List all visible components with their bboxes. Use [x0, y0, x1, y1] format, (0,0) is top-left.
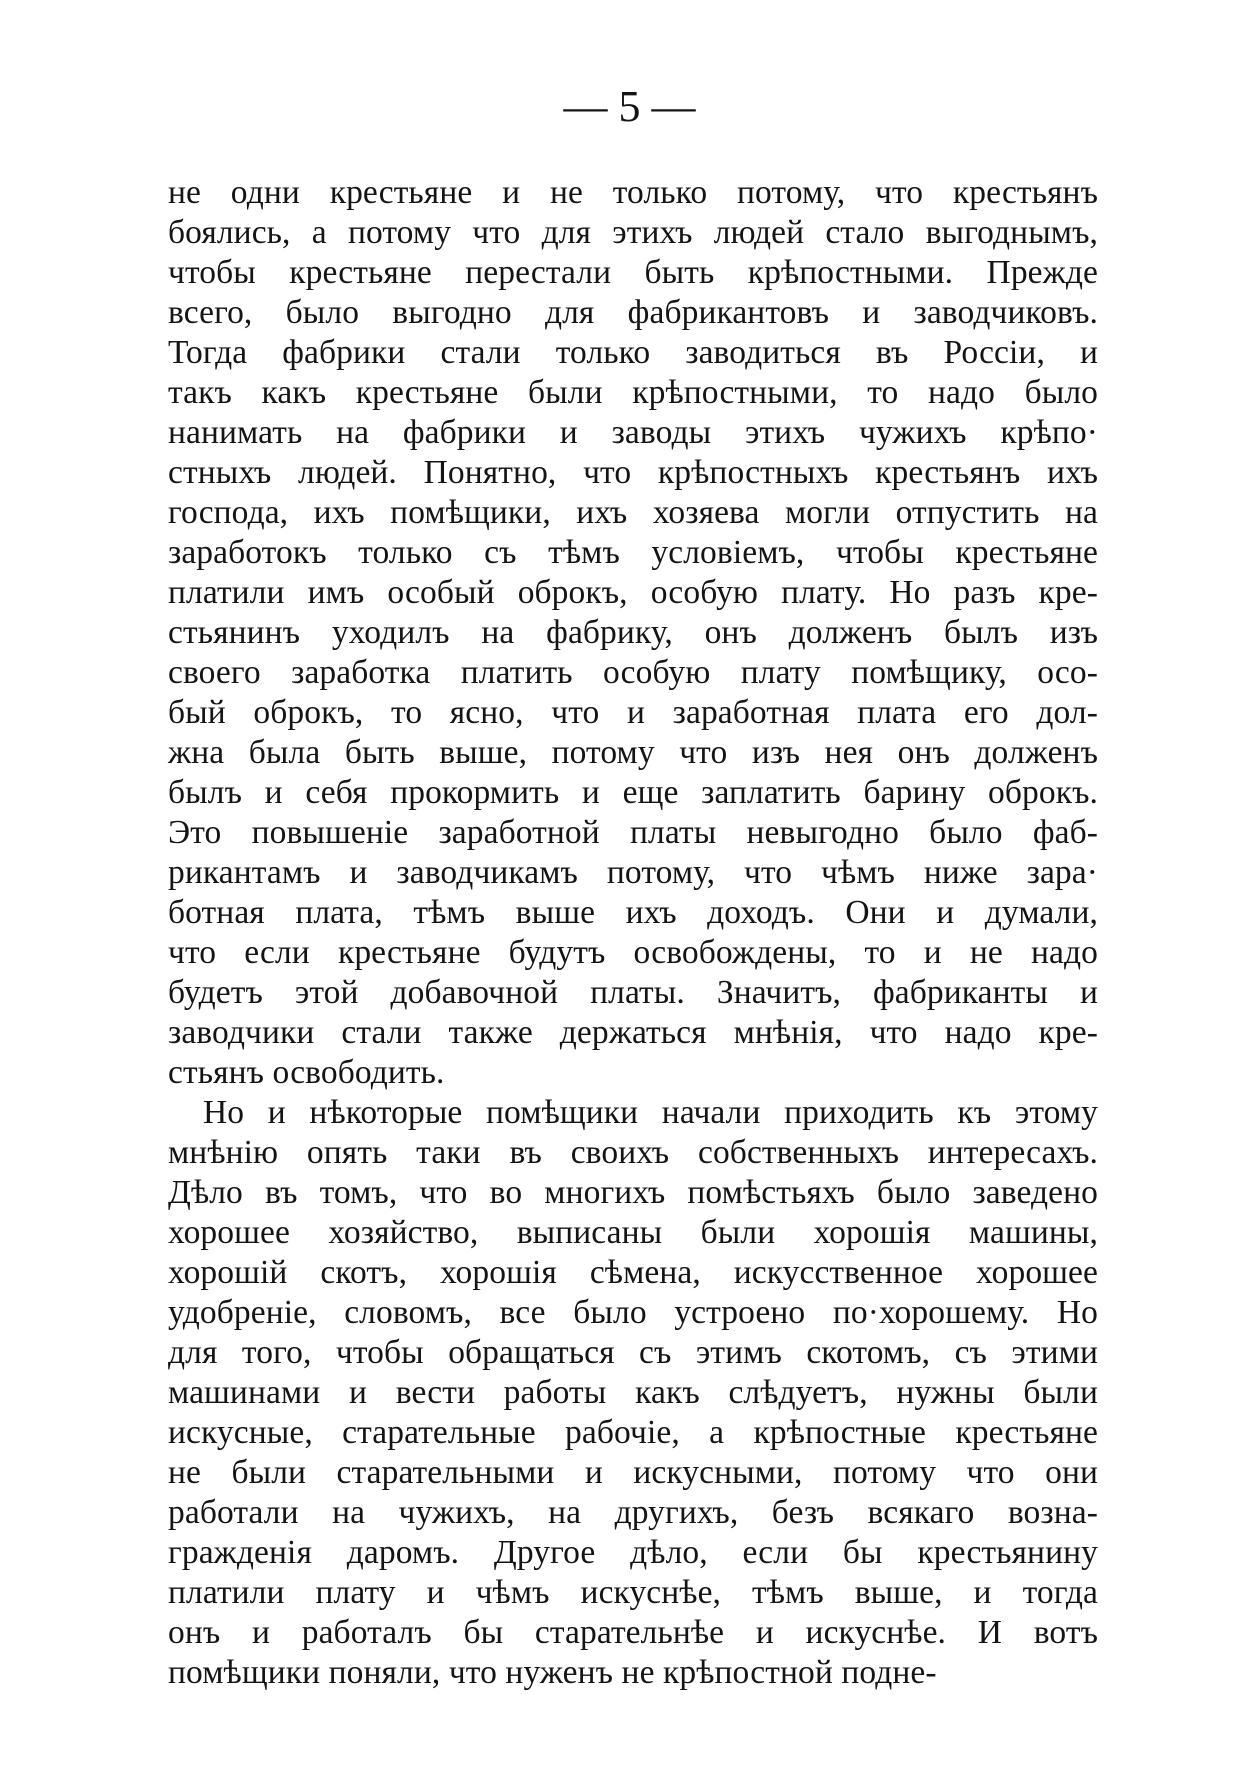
text-line: будетъ этой добавочной платы. Значитъ, фабриканты и	[168, 974, 1098, 1011]
text-line: удобреніе, словомъ, все было устроено по·хорошему. Но	[168, 1294, 1098, 1331]
text-line: рикантамъ и заводчикамъ потому, что чѣмъ ниже зара·	[168, 854, 1098, 891]
text-line: всего, было выгодно для фабрикантовъ и заводчиковъ.	[168, 294, 1098, 331]
body-text	[168, 173, 1098, 1693]
text-line: заводчики стали также держаться мнѣнія, что надо кре-	[168, 1014, 1098, 1051]
text-line: такъ какъ крестьяне были крѣпостными, то надо было	[168, 374, 1098, 411]
text-line: хорошій скотъ, хорошія сѣмена, искусственное хорошее	[168, 1254, 1098, 1291]
text-line: стьянъ освободить.	[168, 1054, 445, 1091]
text-line: мнѣнію опять таки въ своихъ собственныхъ интересахъ.	[168, 1134, 1098, 1171]
text-line: работали на чужихъ, на другихъ, безъ всякаго возна-	[168, 1494, 1098, 1531]
text-line: бый оброкъ, то ясно, что и заработная плата его дол-	[168, 694, 1098, 731]
paragraph-2	[168, 1093, 1098, 1693]
text-line: платили плату и чѣмъ искуснѣе, тѣмъ выше, и тогда	[168, 1574, 1098, 1611]
paragraph-1	[168, 173, 1098, 1093]
text-line: ботная плата, тѣмъ выше ихъ доходъ. Они и думали,	[168, 894, 1098, 931]
text-line: стныхъ людей. Понятно, что крѣпостныхъ крестьянъ ихъ	[168, 454, 1098, 491]
text-line: машинами и вести работы какъ слѣдуетъ, нужны были	[168, 1374, 1098, 1411]
text-line: для того, чтобы обращаться съ этимъ скотомъ, съ этими	[168, 1334, 1098, 1371]
text-line: онъ и работалъ бы старательнѣе и искуснѣе. И вотъ	[168, 1614, 1098, 1651]
text-line: платили имъ особый оброкъ, особую плату. Но разъ кре-	[168, 574, 1098, 611]
text-line: не были старательными и искусными, потому что они	[168, 1454, 1098, 1491]
text-line: Это повышеніе заработной платы невыгодно было фаб-	[168, 814, 1098, 851]
text-line: помѣщики поняли, что нуженъ не крѣпостной подне-	[168, 1654, 937, 1691]
text-line: боялись, а потому что для этихъ людей стало выгоднымъ,	[168, 214, 1098, 251]
text-line: Тогда фабрики стали только заводиться въ Россіи, и	[168, 334, 1098, 371]
text-line: господа, ихъ помѣщики, ихъ хозяева могли отпустить на	[168, 494, 1098, 531]
text-line: искусные, старательные рабочіе, а крѣпостные крестьяне	[168, 1414, 1098, 1451]
text-line: жна была быть выше, потому что изъ нея онъ долженъ	[168, 734, 1098, 771]
text-line: нанимать на фабрики и заводы этихъ чужихъ крѣпо·	[168, 414, 1098, 451]
text-line: былъ и себя прокормить и еще заплатить барину оброкъ.	[168, 774, 1098, 811]
text-line: заработокъ только съ тѣмъ условіемъ, чтобы крестьяне	[168, 534, 1098, 571]
text-line: что если крестьяне будутъ освобождены, то и не надо	[168, 934, 1098, 971]
text-line: хорошее хозяйство, выписаны были хорошія машины,	[168, 1214, 1098, 1251]
page-number: — 5 —	[563, 82, 696, 131]
text-line: не одни крестьяне и не только потому, что крестьянъ	[168, 174, 1098, 211]
text-line: гражденія даромъ. Другое дѣло, если бы крестьянину	[168, 1534, 1098, 1571]
text-line: своего заработка платить особую плату помѣщику, осо-	[168, 654, 1098, 691]
text-line: стьянинъ уходилъ на фабрику, онъ долженъ былъ изъ	[168, 614, 1098, 651]
text-line: чтобы крестьяне перестали быть крѣпостными. Прежде	[168, 254, 1098, 291]
text-line: Дѣло въ томъ, что во многихъ помѣстьяхъ было заведено	[168, 1174, 1098, 1211]
text-line: Но и нѣкоторые помѣщики начали приходить къ этому	[203, 1094, 1098, 1131]
